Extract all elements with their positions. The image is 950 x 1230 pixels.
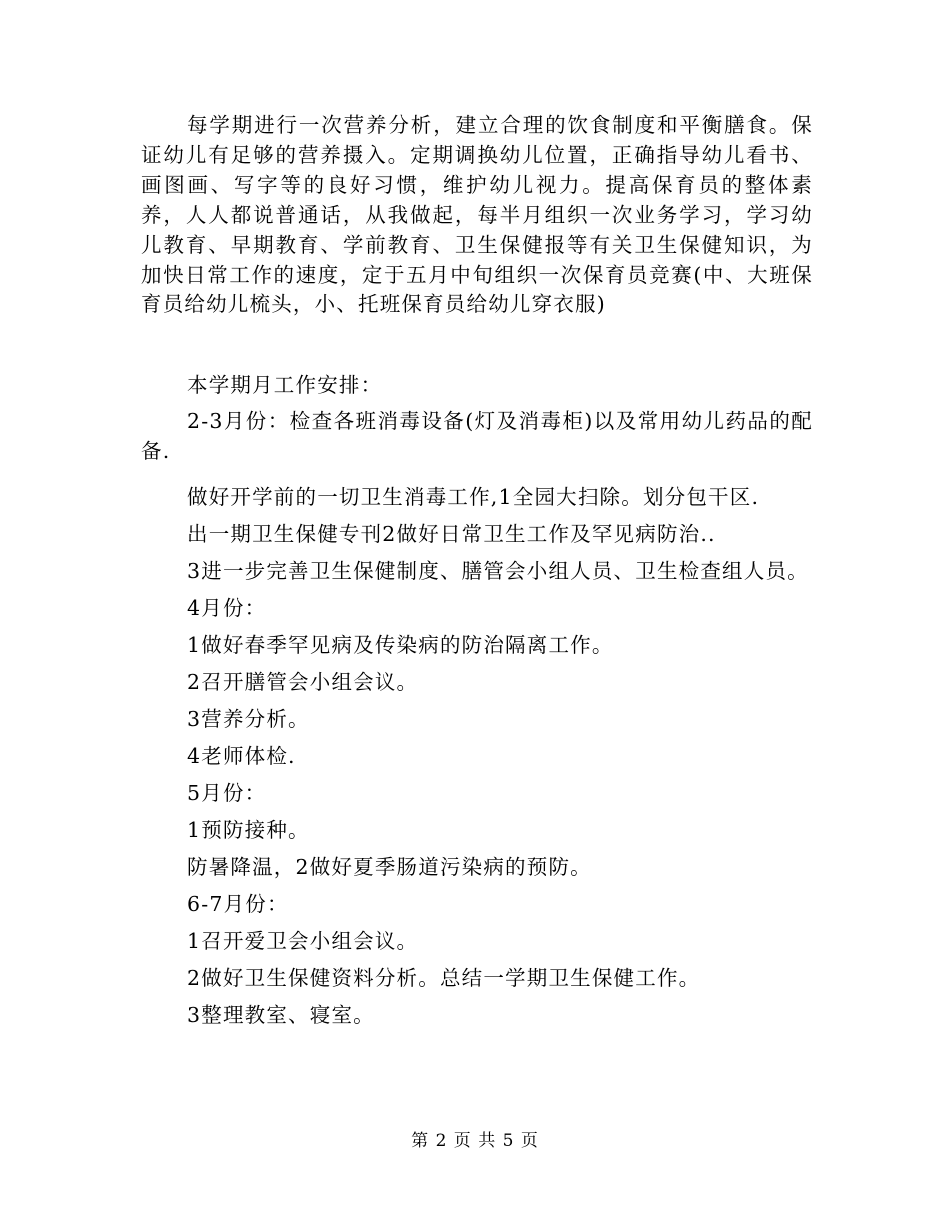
text-line: 3营养分析。: [187, 707, 310, 731]
text-line: 1预防接种。: [187, 818, 310, 842]
text-line: 3整理教室、寝室。: [187, 1003, 375, 1027]
month-heading-may: 5月份：: [187, 781, 267, 805]
page-number-footer: 第 2 页 共 5 页: [411, 1131, 539, 1151]
plan-heading: 本学期月工作安排：: [187, 373, 383, 397]
text-line: 1召开爱卫会小组会议。: [187, 929, 419, 953]
text-line: 出一期卫生保健专刊2做好日常卫生工作及罕见病防治..: [187, 522, 716, 546]
text-line: 2召开膳管会小组会议。: [187, 670, 419, 694]
text-line: 做好开学前的一切卫生消毒工作,1全园大扫除。划分包干区.: [187, 485, 760, 509]
text-line: 2做好卫生保健资料分析。总结一学期卫生保健工作。: [187, 966, 701, 990]
text-line: 防暑降温，2做好夏季肠道污染病的预防。: [187, 855, 592, 879]
text-line: 3进一步完善卫生保健制度、膳管会小组人员、卫生检查组人员。: [187, 559, 809, 583]
text-line: 1做好春季罕见病及传染病的防治隔离工作。: [187, 633, 614, 657]
intro-paragraph: 每学期进行一次营养分析，建立合理的饮食制度和平衡膳食。保证幼儿有足够的营养摄入。定期调换幼儿位置，正确指导幼儿看书、画图画、写字等的良好习惯，维护幼儿视力。提高保育员的整体素养，人人都说普通话，从我做起，每半月组织一次业务学习，学习幼儿教育、早期教育、学前教育、卫生保健报等有关卫生保健知识，为加快日常工作的速度，定于五月中旬组织一次保育员竞赛(中、大班保育员给幼儿梳头，小、托班保育员给幼儿穿衣服): [141, 113, 813, 317]
text-line: 4老师体检.: [187, 744, 296, 768]
feb-mar-paragraph: 2-3月份：检查各班消毒设备(灯及消毒柜)以及常用幼儿药品的配备.: [141, 409, 813, 463]
month-heading-april: 4月份：: [187, 596, 267, 620]
month-heading-june-july: 6-7月份：: [187, 892, 289, 916]
